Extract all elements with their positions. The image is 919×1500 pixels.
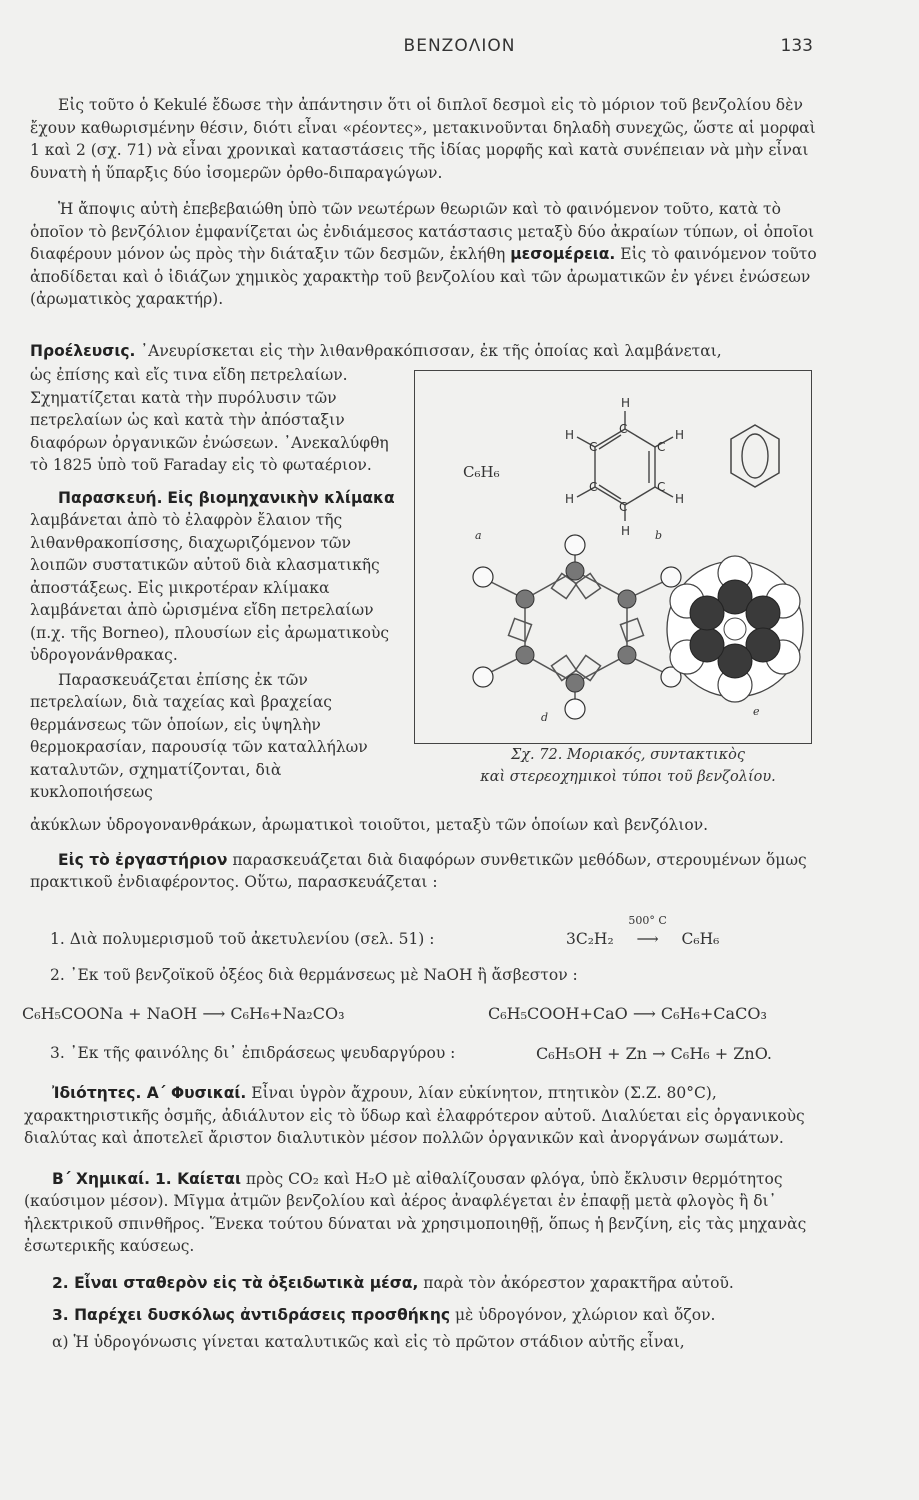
molecular-formula: C₆H₆: [463, 463, 500, 481]
svg-text:C: C: [657, 440, 666, 454]
method-3: 3. ᾿Εκ τῆς φαινόλης δι᾿ ἐπιδράσεως ψευδαργύρου :: [50, 1044, 456, 1062]
intro-block: [30, 94, 820, 311]
label-e: e: [753, 705, 760, 718]
label-d: d: [541, 711, 549, 724]
section-head-paraskeui: Παρασκευή.: [58, 488, 163, 507]
chemical-property-3: 3. Παρέχει δυσκόλως ἀντιδράσεις προσθήκης μὲ ὑδρογόνον, χλώριον καὶ ὄζον.: [52, 1306, 716, 1324]
section-head-properties: Ἰδιότητες. Α΄ Φυσικαί.: [52, 1084, 247, 1102]
chemical-property-2: 2. Εἶναι σταθερὸν εἰς τὰ ὀξειδωτικὰ μέσα, παρὰ τὸν ἀκόρεστον χαρακτῆρα αὐτοῦ.: [52, 1273, 734, 1292]
page-number: 133: [780, 36, 813, 56]
method-2: 2. ᾿Εκ τοῦ βενζοϊκοῦ ὀξέος διὰ θερμάνσεως μὲ NaOH ἢ ἄσβεστον :: [50, 966, 578, 984]
running-head: ΒΕΝΖΟΛΙΟΝ: [403, 36, 516, 56]
chemical-property-1: Β΄ Χημικαί. 1. Καίεται πρὸς CO₂ καὶ H₂O μὲ αἰθαλίζουσαν φλόγα, ὑπὸ ἔκλυσιν θερμότητος (καύσιμον μέσον). Μῖγμα ἀτμῶν βενζολίου καὶ ἀέρος ἀναφλέγεται ἐν ἐπαφῇ μετὰ φλογὸς ἢ δι᾿ ἠλεκτρικοῦ σπινθῆρος. Ἕνεκα τούτου δύναται νὰ χρησιμοποιηθῇ, ὅπως ἡ βενζίνη, εἰς τὰς μηχανὰς ἐσωτερικῆς καύσεως.: [24, 1169, 807, 1255]
label-a: a: [475, 529, 482, 542]
method-1: 1. Διὰ πολυμερισμοῦ τοῦ ἀκετυλενίου (σελ. 51) :: [50, 930, 435, 948]
svg-text:C: C: [589, 480, 598, 494]
method-3-equation: C₆H₅OH + Zn → C₆H₆ + ZnO.: [536, 1044, 772, 1063]
svg-text:H: H: [675, 428, 685, 442]
proeleusis-rest: ὡς ἐπίσης καὶ εἴς τινα εἴδη πετρελαίων. Σχηματίζεται κατὰ τὴν πυρόλυσιν τῶν πετρελαίων ὡς καὶ κατὰ τὴν ἀπόσταξιν διαφόρων ὀργανικῶν ἐνώσεων. ᾿Ανεκαλύφθη τὸ 1825 ὑπὸ τοῦ Faraday εἰς τὸ φωταέριον.: [30, 366, 389, 474]
properties-block: [24, 1082, 836, 1353]
paraskeui-paragraph-2: Παρασκευάζεται ἐπίσης ἐκ τῶν πετρελαίων, διὰ ταχείας καὶ βραχείας θερμάνσεως τῶν ὁποίων, εἰς ὑψηλὴν θερμοκρασίαν, παρουσίᾳ τῶν καταλλήλων καταλυτῶν, σχηματίζονται, διὰ κυκλοποιήσεως: [30, 670, 368, 801]
method-2-equation-1: C₆H₅COONa + NaOH ⟶ C₆H₆+Na₂CO₃: [22, 1004, 345, 1023]
left-column: [30, 364, 408, 804]
benzene-figure: [414, 370, 812, 744]
chemical-property-3a: α) Ἡ ὑδρογόνωσις γίνεται καταλυτικῶς καὶ εἰς τὸ πρῶτον στάδιον αὐτῆς εἶναι,: [52, 1332, 685, 1351]
svg-text:H: H: [565, 492, 575, 506]
physical-properties: Ἰδιότητες. Α΄ Φυσικαί. Εἶναι ὑγρὸν ἄχρουν, λίαν εὐκίνητον, πτητικὸν (Σ.Ζ. 80°C), χαρακτηριστικῆς ὀσμῆς, ἀδιάλυτον εἰς τὸ ὕδωρ καὶ ἐλαφρότερον αὐτοῦ. Διαλύεται εἰς ὀργανικοὺς διαλύτας καὶ ἀποτελεῖ ἄριστον διαλυτικὸν μέσον πολλῶν ὀργανικῶν καὶ ἀνοργάνων σωμάτων.: [24, 1084, 805, 1147]
paraskeui-paragraph-1: Παρασκευή. Εἰς βιομηχανικὴν κλίμακα λαμβάνεται ἀπὸ τὸ ἐλαφρὸν ἔλαιον τῆς λιθανθρακοπίσσης, διαχωριζόμενον τῶν λοιπῶν συστατικῶν αὐτοῦ διὰ κλασματικῆς ἀποστάξεως. Εἰς μικροτέραν κλίμακα λαμβάνεται ἀπὸ ὡρισμένα εἴδη πετρελαίων (π.χ. τῆς Borneo), πλουσίων εἰς ἀρωματικοὺς ὑδρογονάνθρακας.: [30, 488, 395, 664]
intro-paragraph-2: Ἡ ἄποψις αὐτὴ ἐπεβεβαιώθη ὑπὸ τῶν νεωτέρων θεωριῶν καὶ τὸ φαινόμενον τοῦτο, κατὰ τὸ ὁποῖον τὸ βενζόλιον ἐμφανίζεται ὡς ἐνδιάμεσος κατάστασις μεταξὺ δύο ἀκραίων τύπων, οἱ ὁποῖοι διαφέρουν μόνον ὡς πρὸς τὴν διάταξιν τῶν δεσμῶν, ἐκλήθη μεσομέρεια. Εἰς τὸ φαινόμενον τοῦτο ἀποδίδεται καὶ ὁ ἰδιάζων χημικὸς χαρακτὴρ τοῦ βενζολίου καὶ τῶν ἀρωματικῶν ἐν γένει ἐνώσεων (ἀρωματικὸς χαρακτήρ).: [30, 200, 817, 308]
figure-caption: Σχ. 72. Μοριακός, συντακτικὸς καὶ στερεοχημικοὶ τύποι τοῦ βενζολίου.: [480, 747, 776, 785]
space-filling-model: [667, 556, 803, 702]
ball-stick-model: [473, 535, 681, 719]
svg-text:C: C: [619, 500, 628, 514]
paraskeui-continuation: ἀκύκλων ὑδρογονανθράκων, ἀρωματικοὶ τοιοῦτοι, μεταξὺ τῶν ὁποίων καὶ βενζόλιον. Εἰς τὸ ἐργαστήριον παρασκευάζεται διὰ διαφόρων συνθετικῶν μεθόδων, στερουμένων ὅμως πρακτικοῦ ἐνδιαφέροντος. Οὕτω, παρασκευάζεται :: [30, 814, 830, 894]
benzene-diagram: [415, 371, 811, 743]
lab-paragraph: Εἰς τὸ ἐργαστήριον παρασκευάζεται διὰ διαφόρων συνθετικῶν μεθόδων, στερουμένων ὅμως πρακτικοῦ ἐνδιαφέροντος. Οὕτω, παρασκευάζεται :: [30, 850, 807, 891]
proeleusis-line-1: Προέλευσις. ᾿Ανευρίσκεται εἰς τὴν λιθανθρακόπισσαν, ἐκ τῆς ὁποίας καὶ λαμβάνεται,: [30, 342, 722, 360]
method-1-equation: 3C₂H₂ 500° C ⟶ C₆H₆: [566, 914, 720, 948]
intro-paragraph-1: Εἰς τοῦτο ὁ Kekulé ἔδωσε τὴν ἀπάντησιν ὅτι οἱ διπλοῖ δεσμοὶ εἰς τὸ μόριον τοῦ βενζολίου δὲν ἔχουν καθωρισμένην θέσιν, διότι εἶναι «ρέοντες», μετακινοῦνται δηλαδὴ συνεχῶς, ὥστε αἱ μορφαὶ 1 καὶ 2 (σχ. 71) νὰ εἶναι χρονικαὶ καταστάσεις τῆς ἰδίας μορφῆς καὶ κατὰ συνέπειαν νὰ μὴν εἶναι δυνατὴ ἡ ὕπαρξις δύο ἰσομερῶν ὀρθο-διπαραγώγων.: [30, 96, 816, 182]
section-head-chemical: Β΄ Χημικαί.: [52, 1169, 151, 1188]
svg-text:C: C: [657, 480, 666, 494]
svg-text:H: H: [565, 428, 575, 442]
hexagon-symbol: [731, 425, 779, 487]
method-2-equation-2: C₆H₅COOH+CaO ⟶ C₆H₆+CaCO₃: [488, 1004, 767, 1023]
label-b: b: [655, 529, 663, 542]
term-mesomeria: μεσομέρεια.: [510, 245, 616, 263]
section-head-proeleusis: Προέλευσις.: [30, 342, 136, 360]
svg-text:H: H: [675, 492, 685, 506]
svg-text:H: H: [621, 396, 631, 410]
svg-text:C: C: [589, 440, 598, 454]
svg-text:H: H: [621, 524, 631, 538]
svg-text:C: C: [619, 422, 628, 436]
